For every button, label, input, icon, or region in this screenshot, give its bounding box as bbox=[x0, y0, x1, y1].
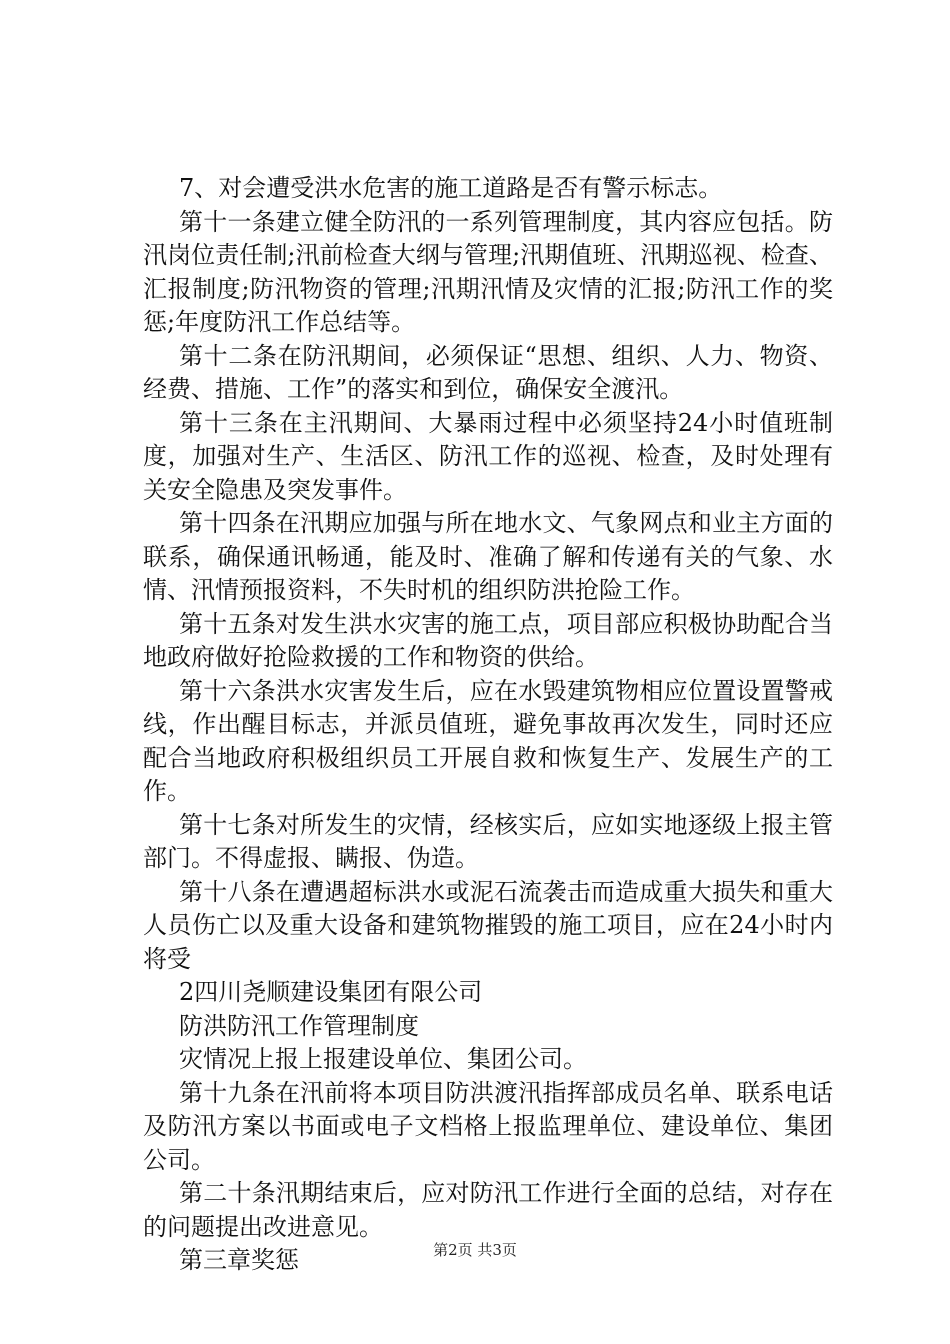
document-title-line: 防洪防汛工作管理制度 bbox=[179, 1011, 419, 1040]
article-13-paragraph: 第十三条在主汛期间、大暴雨过程中必须坚持24小时值班制度，加强对生产、生活区、防汛工作的巡视、检查，及时处理有关安全隐患及突发事件。 bbox=[143, 408, 833, 504]
article-15-paragraph: 第十五条对发生洪水灾害的施工点，项目部应积极协助配合当地政府做好抢险救援的工作和物资的供给。 bbox=[143, 609, 833, 671]
chapter-3-heading: 第三章奖惩 bbox=[179, 1246, 299, 1274]
article-14-paragraph: 第十四条在汛期应加强与所在地水文、气象网点和业主方面的联系，确保通讯畅通，能及时、准确了解和传递有关的气象、水情、汛情预报资料，不失时机的组织防洪抢险工作。 bbox=[143, 509, 833, 604]
article-20-paragraph: 第二十条汛期结束后，应对防汛工作进行全面的总结，对存在的问题提出改进意见。 bbox=[143, 1179, 833, 1241]
company-name-line: 2四川尧顺建设集团有限公司 bbox=[179, 978, 483, 1006]
article-19-paragraph: 第十九条在汛前将本项目防洪渡汛指挥部成员名单、联系电话及防汛方案以书面或电子文档格上报监理单位、建设单位、集团公司。 bbox=[143, 1078, 833, 1174]
article-12-paragraph: 第十二条在防汛期间，必须保证“思想、组织、人力、物资、经费、措施、工作”的落实和到位，确保安全渡汛。 bbox=[143, 341, 833, 403]
article-18-continuation: 灾情况上报上报建设单位、集团公司。 bbox=[179, 1045, 587, 1073]
page-number-footer: 第2页 共3页 bbox=[433, 1241, 517, 1259]
article-17-paragraph: 第十七条对所发生的灾情，经核实后，应如实地逐级上报主管部门。不得虚报、瞒报、伪造。 bbox=[143, 810, 833, 872]
article-11-paragraph: 第十一条建立健全防汛的一系列管理制度，其内容应包括。防汛岗位责任制;汛前检查大纲与管理;汛期值班、汛期巡视、检查、汇报制度;防汛物资的管理;汛期汛情及灾情的汇报;防汛工作的奖惩;年度防汛工作总结等。 bbox=[143, 207, 833, 336]
article-18-paragraph: 第十八条在遭遇超标洪水或泥石流袭击而造成重大损失和重大人员伤亡以及重大设备和建筑物摧毁的施工项目，应在24小时内将受 bbox=[143, 877, 833, 973]
document-body bbox=[143, 172, 833, 1278]
article-16-paragraph: 第十六条洪水灾害发生后，应在水毁建筑物相应位置设置警戒线，作出醒目标志，并派员值班，避免事故再次发生，同时还应配合当地政府积极组织员工开展自救和恢复生产、发展生产的工作。 bbox=[143, 676, 833, 805]
paragraph-item-7: 7、对会遭受洪水危害的施工道路是否有警示标志。 bbox=[179, 174, 723, 202]
